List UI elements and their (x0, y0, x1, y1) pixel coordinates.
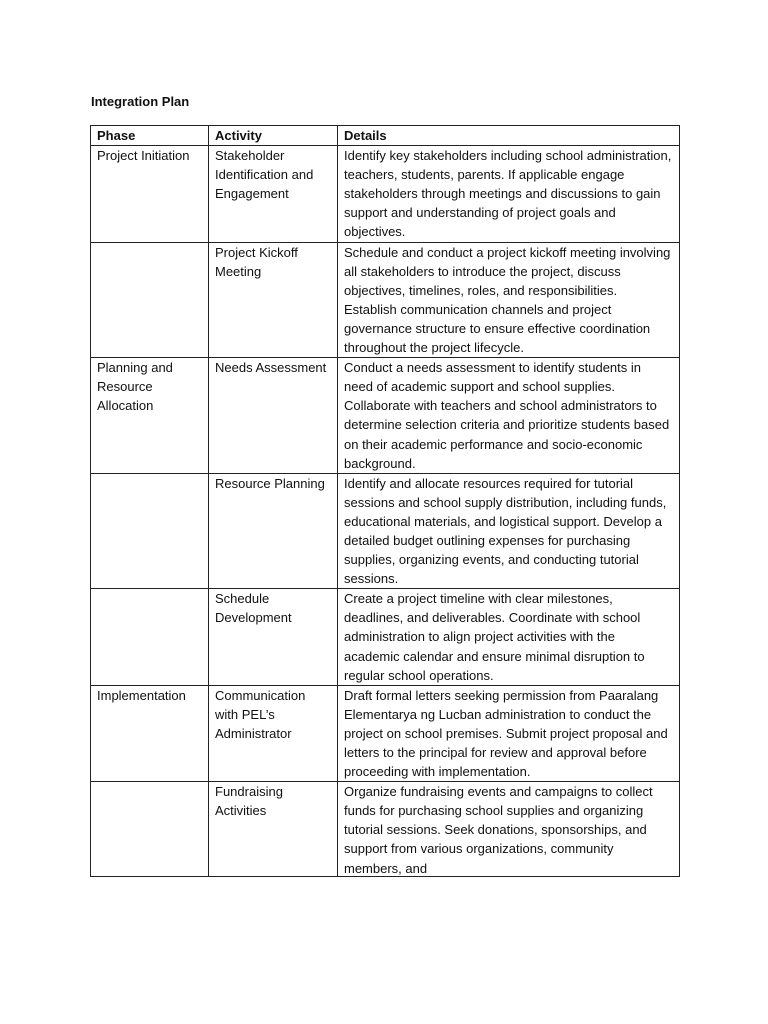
integration-plan-table (90, 125, 680, 877)
activity-cell: Needs Assessment (209, 358, 338, 474)
phase-cell: Planning and Resource Allocation (91, 358, 209, 474)
header-phase: Phase (91, 126, 209, 146)
details-cell: Schedule and conduct a project kickoff meeting involving all stakeholders to introduce the project, discuss objectives, timelines, roles, and responsibilities. Establish communication channels and project governance structure to ensure effective coordination throughout the project lifecycle. (338, 242, 680, 358)
activity-cell: Communication with PEL’s Administrator (209, 685, 338, 781)
phase-cell (91, 242, 209, 358)
activity-cell: Schedule Development (209, 589, 338, 685)
phase-cell (91, 782, 209, 877)
document-title: Integration Plan (91, 94, 190, 109)
details-cell: Identify key stakeholders including school administration, teachers, students, parents. If applicable engage stakeholders through meetings and discussions to gain support and understanding of project goals and objectives. (338, 146, 680, 242)
table-row (91, 589, 680, 685)
phase-cell: Project Initiation (91, 146, 209, 242)
activity-cell: Fundraising Activities (209, 782, 338, 877)
table-row (91, 685, 680, 781)
activity-cell: Project Kickoff Meeting (209, 242, 338, 358)
phase-cell (91, 589, 209, 685)
header-details: Details (338, 126, 680, 146)
table-header-row (91, 126, 680, 146)
table-row (91, 782, 680, 877)
table-row (91, 146, 680, 242)
details-cell: Identify and allocate resources required for tutorial sessions and school supply distribution, including funds, educational materials, and logistical support. Develop a detailed budget outlining expenses for purchasing supplies, organizing events, and conducting tutorial sessions. (338, 473, 680, 589)
activity-cell: Resource Planning (209, 473, 338, 589)
details-cell: Create a project timeline with clear milestones, deadlines, and deliverables. Coordinate with school administration to align project activities with the academic calendar and ensure minimal disruption to regular school operations. (338, 589, 680, 685)
phase-cell: Implementation (91, 685, 209, 781)
activity-cell: Stakeholder Identification and Engagement (209, 146, 338, 242)
table-row (91, 358, 680, 474)
phase-cell (91, 473, 209, 589)
details-cell: Conduct a needs assessment to identify students in need of academic support and school supplies. Collaborate with teachers and school administrators to determine selection criteria and prioritize students based on their academic performance and socio-economic background. (338, 358, 680, 474)
table-row (91, 242, 680, 358)
details-text: Organize fundraising events and campaigns to collect funds for purchasing school supplies and organizing tutorial sessions. Seek donations, sponsorships, and support from various organizations, community members, and (344, 784, 653, 876)
details-cell (338, 782, 680, 877)
header-activity: Activity (209, 126, 338, 146)
table-row (91, 473, 680, 589)
details-cell: Draft formal letters seeking permission from Paaralang Elementarya ng Lucban administration to conduct the project on school premises. Submit project proposal and letters to the principal for review and approval before proceeding with implementation. (338, 685, 680, 781)
